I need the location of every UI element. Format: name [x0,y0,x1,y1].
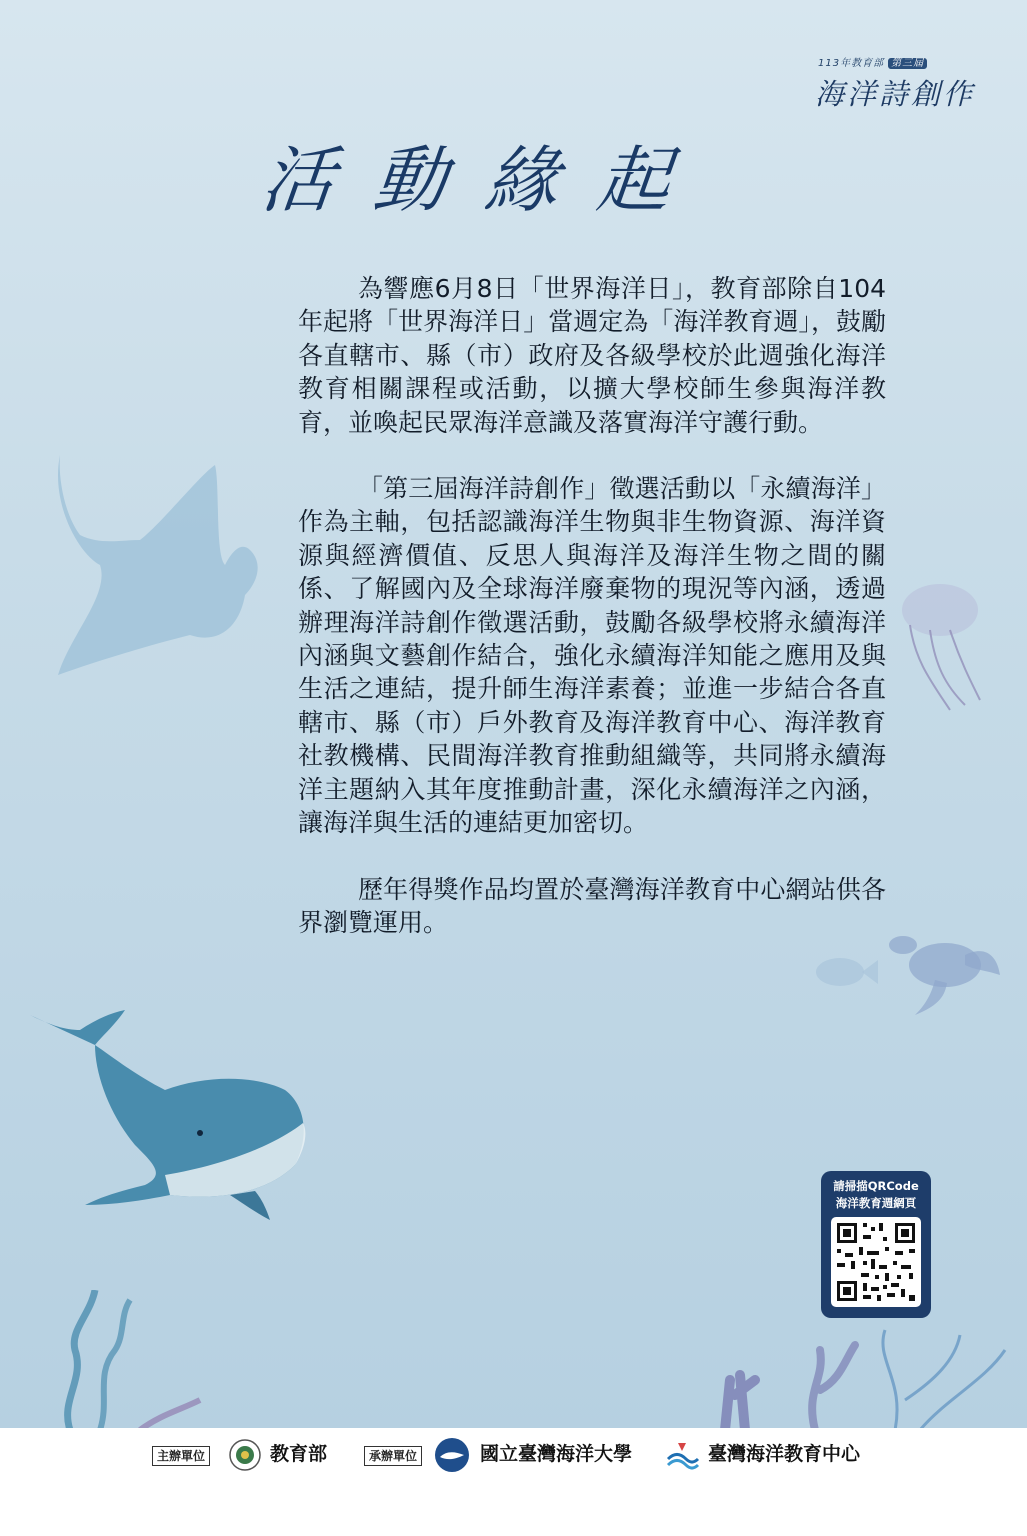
series-subtitle: 113年教育部 [818,58,885,69]
qr-card[interactable] [821,1171,931,1318]
moe-logo-icon [228,1438,262,1472]
series-title: 海洋詩創作 [815,77,976,111]
ocean-center-logo-icon [664,1437,700,1473]
qr-code[interactable] [831,1217,921,1307]
organizer-label: 主辦單位 [152,1446,210,1466]
body-text [298,272,886,972]
page-title: 活動緣起 [257,138,715,222]
series-tag: 第三屆 [888,58,927,69]
paragraph-3: 歷年得獎作品均置於臺灣海洋教育中心網站供各界瀏覽運用。 [298,874,886,937]
ntou-logo-icon [434,1437,470,1473]
executor-university: 國立臺灣海洋大學 [480,1443,633,1465]
series-badge [818,54,927,69]
organizer-name: 教育部 [270,1443,328,1465]
jellyfish-illustration [880,570,990,720]
whale-illustration [25,1005,315,1225]
qr-code-graphic [831,1217,921,1307]
seaweed-illustration [30,1290,230,1428]
paragraph-2: 「第三屆海洋詩創作」徵選活動以「永續海洋」作為主軸，包括認識海洋生物與非生物資源、海洋資源與經濟價值、反思人與海洋及海洋生物之間的關係、了解國內及全球海洋廢棄物的現況等內涵，透過辦理海洋詩創作徵選活動，鼓勵各級學校將永續海洋內涵與文藝創作結合，強化永續海洋知能之應用及與生活之連結，提升師生海洋素養；並進一步結合各直轄市、縣（市）戶外教育及海洋教育中心、海洋教育社教機構、民間海洋教育推動組織等，共同將永續海洋主題納入其年度推動計畫，深化永續海洋之內涵，讓海洋與生活的連結更加密切。 [298,474,886,838]
sea-turtle-illustration [885,915,1005,1020]
qr-caption: 海洋教育週網頁 [835,1196,917,1210]
executor-label: 承辦單位 [364,1446,422,1466]
coral-illustration [705,1320,1025,1428]
manta-ray-illustration [40,445,270,705]
qr-instruction: 請掃描QRCode [833,1179,919,1193]
paragraph-1: 為響應6月8日「世界海洋日」，教育部除自104年起將「世界海洋日」當週定為「海洋教育週」，鼓勵各直轄市、縣（市）政府及各級學校於此週強化海洋教育相關課程或活動，以擴大學校師生參與海洋教育，並喚起民眾海洋意識及落實海洋守護行動。 [298,274,886,437]
executor-center: 臺灣海洋教育中心 [708,1443,861,1465]
